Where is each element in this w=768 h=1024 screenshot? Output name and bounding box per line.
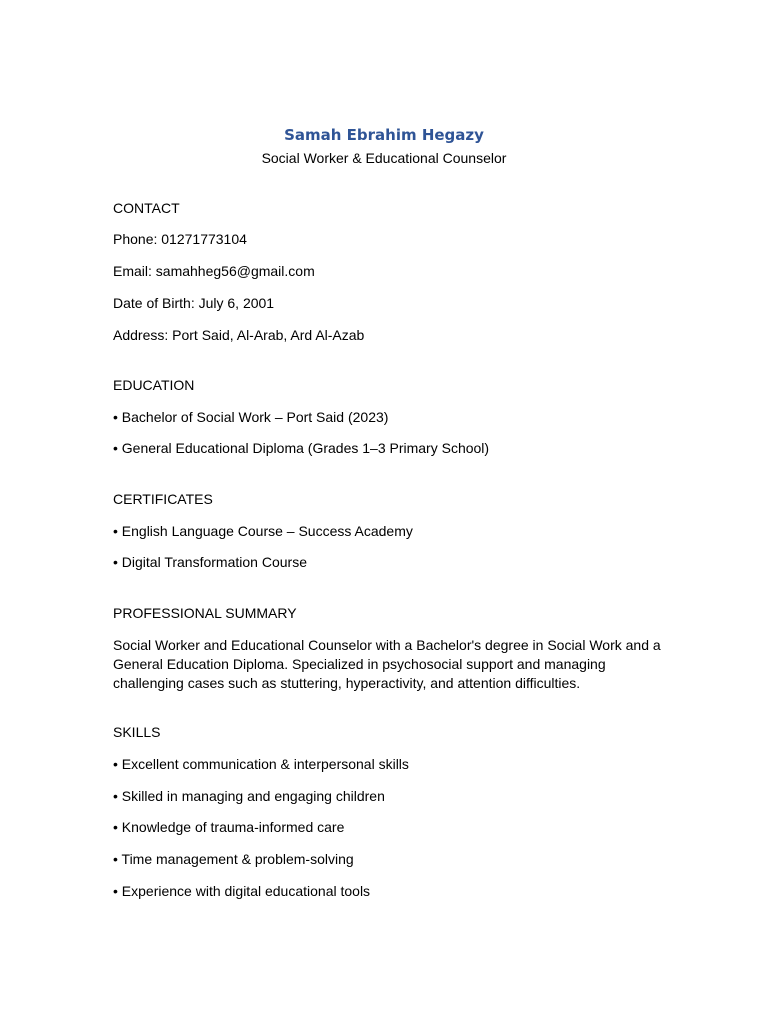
contact-heading: CONTACT <box>113 200 180 216</box>
skill-item: • Knowledge of trauma-informed care <box>113 819 345 835</box>
summary-line: challenging cases such as stuttering, hyperactivity, and attention difficulties. <box>113 675 581 691</box>
education-heading: EDUCATION <box>113 377 195 393</box>
contact-address: Address: Port Said, Al-Arab, Ard Al-Azab <box>113 327 365 343</box>
contact-phone: Phone: 01271773104 <box>113 231 247 247</box>
certificate-item: • English Language Course – Success Academy <box>113 523 413 539</box>
skill-item: • Time management & problem-solving <box>113 851 354 867</box>
contact-dob: Date of Birth: July 6, 2001 <box>113 295 275 311</box>
summary-line: Social Worker and Educational Counselor with a Bachelor's degree in Social Work and a <box>113 637 661 653</box>
skill-item: • Experience with digital educational tools <box>113 883 371 899</box>
skill-item: • Skilled in managing and engaging children <box>113 788 385 804</box>
job-title: Social Worker & Educational Counselor <box>261 150 507 166</box>
certificate-item: • Digital Transformation Course <box>113 554 307 570</box>
summary-line: General Education Diploma. Specialized in psychosocial support and managing <box>113 656 606 672</box>
education-item: • General Educational Diploma (Grades 1–3 Primary School) <box>113 440 490 456</box>
contact-email: Email: samahheg56@gmail.com <box>113 263 315 279</box>
skills-heading: SKILLS <box>113 724 161 740</box>
skill-item: • Excellent communication & interpersonal skills <box>113 756 409 772</box>
summary-heading: PROFESSIONAL SUMMARY <box>113 605 297 621</box>
education-item: • Bachelor of Social Work – Port Said (2023) <box>113 409 389 425</box>
certificates-heading: CERTIFICATES <box>113 491 213 507</box>
applicant-name: Samah Ebrahim Hegazy <box>284 126 484 144</box>
